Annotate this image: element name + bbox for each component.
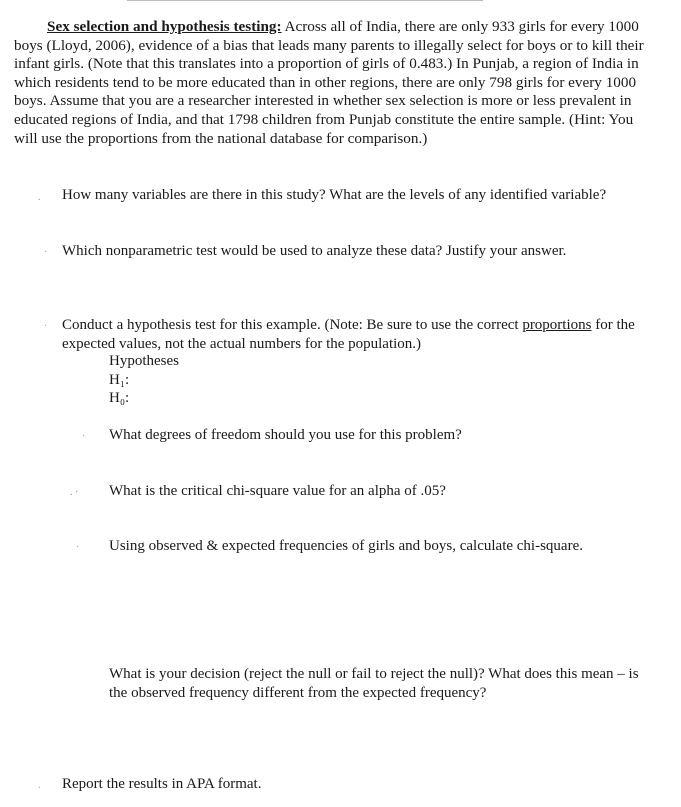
bullet-marker: .	[38, 192, 41, 203]
question-apa-report: Report the results in APA format.	[62, 776, 262, 792]
subquestion-critical-value: What is the critical chi-square value for an alpha of .05?	[109, 483, 446, 499]
bullet-marker: . ·	[70, 487, 79, 498]
intro-heading: Sex selection and hypothesis testing:	[47, 18, 282, 35]
top-rule	[127, 0, 483, 1]
hypotheses-label: Hypotheses	[109, 353, 179, 369]
question-nonparametric-test: Which nonparametric test would be used to analyze these data? Justify your answer.	[62, 243, 567, 259]
subquestion-degrees-of-freedom: What degrees of freedom should you use for this problem?	[109, 427, 462, 443]
bullet-marker: ·	[76, 542, 80, 553]
q3-underlined-word: proportions	[522, 317, 592, 333]
bullet-marker: ·	[82, 431, 86, 442]
h1-label: H₁:	[109, 371, 130, 388]
bullet-marker: ·	[44, 247, 48, 258]
hypotheses-block	[109, 352, 179, 408]
h0-label: H₀:	[109, 390, 130, 406]
subquestion-decision: What is your decision (reject the null or fail to reject the null)? What does this mean – is the observed frequency different from the expected frequency?	[109, 666, 639, 701]
q3-text-start: Conduct a hypothesis test for this example. (Note: Be sure to use the correct	[62, 317, 523, 333]
question-variables: How many variables are there in this study? What are the levels of any identified variable?	[62, 187, 607, 203]
q3-text-end: for the expected values, not the actual numbers for the population.)	[62, 317, 635, 352]
bullet-marker: ·	[44, 321, 48, 332]
intro-paragraph	[14, 18, 654, 148]
subquestion-calculate-chi-square: Using observed & expected frequencies of girls and boys, calculate chi-square.	[109, 538, 583, 554]
bullet-marker: .	[38, 780, 41, 791]
intro-body: Across all of India, there are only 933 girls for every 1000 boys (Lloyd, 2006), evidence of a bias that leads many parents to illegally select for boys or to kill their infant girls. (Note that this translates into a proportion of girls of 0.483.) In Punjab, a region of India in which residents tend to be more educated than in other regions, there are only 798 girls for every 1000 boys. Assume that you are a researcher interested in whether sex selection is more or less prevalent in educated regions of India, and that 1798 children from Punjab constitute the entire sample. (Hint: You will use the proportions from the national database for comparison.)	[14, 18, 644, 147]
question-hypothesis-test	[62, 316, 662, 353]
